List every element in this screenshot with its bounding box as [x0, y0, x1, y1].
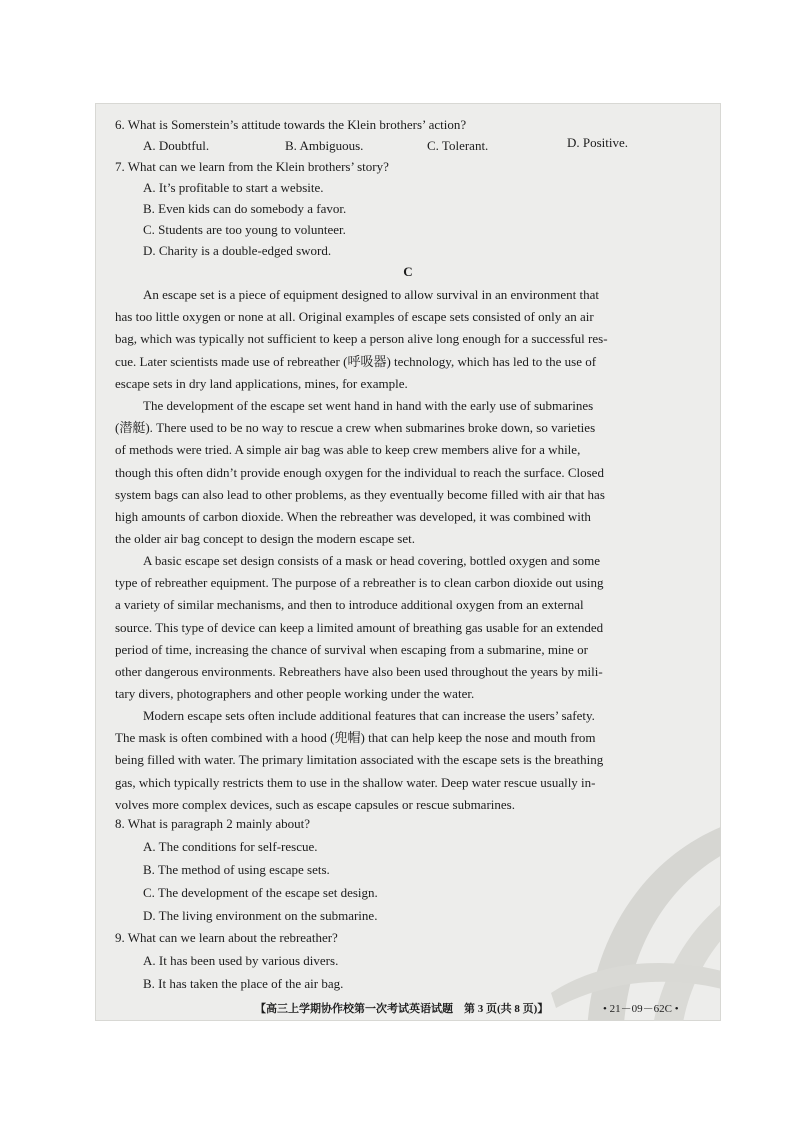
watermark-logo — [531, 803, 721, 1021]
question-7-option-b: B. Even kids can do somebody a favor. — [143, 201, 347, 216]
paragraph-line: tary divers, photographers and other people working under the water. — [115, 686, 475, 702]
passage-paragraph-3 — [115, 550, 701, 705]
section-heading: C — [403, 264, 413, 279]
paragraph-line: though this often didn’t provide enough oxygen for the individual to reach the surface. Closed — [115, 464, 604, 480]
paragraph-line: escape sets in dry land applications, mines, for example. — [115, 375, 408, 391]
question-8-stem: 8. What is paragraph 2 mainly about? — [115, 816, 311, 831]
paragraph-line: bag, which was typically not sufficient to keep a person alive long enough for a successful res- — [115, 331, 608, 347]
paragraph-line: type of rebreather equipment. The purpose of a rebreather is to clean carbon dioxide out using — [115, 575, 604, 591]
question-7-option-c: C. Students are too young to volunteer. — [143, 222, 346, 237]
question-8-option-d: D. The living environment on the submarine. — [143, 908, 378, 923]
question-7-stem: 7. What can we learn from the Klein brothers’ story? — [115, 159, 389, 174]
passage-paragraph-1 — [115, 284, 701, 395]
paragraph-line: the older air bag concept to design the modern escape set. — [115, 531, 415, 547]
paragraph-line: An escape set is a piece of equipment designed to allow survival in an environment that — [143, 287, 599, 302]
question-9-option-b: B. It has taken the place of the air bag. — [143, 976, 344, 991]
paragraph-line: being filled with water. The primary limitation associated with the escape sets is the breathing — [115, 752, 604, 768]
paragraph-line: cue. Later scientists made use of rebreather (呼吸器) technology, which has led to the use of — [115, 353, 597, 369]
paragraph-line: Modern escape sets often include additional features that can increase the users’ safety. — [143, 708, 595, 723]
paragraph-line: has too little oxygen or none at all. Original examples of escape sets consisted of only an air — [115, 309, 594, 325]
paragraph-line: system bags can also lead to other problems, as they eventually become filled with air that has — [115, 486, 605, 502]
paragraph-line: volves more complex devices, such as escape capsules or rescue submarines. — [115, 796, 515, 812]
question-6-option-b: B. Ambiguous. — [285, 138, 364, 153]
passage-paragraph-4 — [115, 705, 701, 816]
question-9-option-a: A. It has been used by various divers. — [143, 953, 339, 968]
question-8-option-c: C. The development of the escape set design. — [143, 885, 378, 900]
exam-page — [95, 103, 721, 1021]
paragraph-line: source. This type of device can keep a limited amount of breathing gas usable for an extended — [115, 619, 604, 635]
paragraph-line: period of time, increasing the chance of survival when escaping from a submarine, mine or — [115, 641, 588, 657]
paragraph-line: The mask is often combined with a hood (兜帽) that can help keep the nose and mouth from — [115, 730, 596, 746]
question-6-stem: 6. What is Somerstein’s attitude towards the Klein brothers’ action? — [115, 117, 467, 132]
paragraph-line: other dangerous environments. Rebreathers have also been used throughout the years by mili- — [115, 664, 603, 680]
question-6-option-d: D. Positive. — [567, 135, 629, 150]
question-8-option-a: A. The conditions for self-rescue. — [143, 839, 318, 854]
paragraph-line: a variety of similar mechanisms, and then to introduce additional oxygen from an external — [115, 597, 584, 613]
paragraph-line: of methods were tried. A simple air bag was able to keep crew members alive for a while, — [115, 442, 581, 458]
question-6-option-a: A. Doubtful. — [143, 138, 210, 153]
question-9-stem: 9. What can we learn about the rebreather? — [115, 930, 338, 945]
question-7-option-d: D. Charity is a double-edged sword. — [143, 243, 332, 258]
footer-code: • 21－09－62C • — [603, 1003, 679, 1015]
paragraph-line: gas, which typically restricts them to use in the shallow water. Deep water rescue usually in- — [115, 774, 596, 790]
paragraph-line: high amounts of carbon dioxide. When the rebreather was developed, it was combined with — [115, 509, 591, 525]
question-7-option-a: A. It’s profitable to start a website. — [143, 180, 324, 195]
paragraph-line: The development of the escape set went hand in hand with the early use of submarines — [143, 398, 594, 413]
passage-paragraph-2 — [115, 395, 701, 550]
question-6-option-c: C. Tolerant. — [427, 138, 489, 153]
footer-title: 【高三上学期协作校第一次考试英语试题 第 3 页(共 8 页)】 — [255, 1003, 549, 1015]
paragraph-line: A basic escape set design consists of a mask or head covering, bottled oxygen and some — [143, 553, 601, 568]
paragraph-line: (潜艇). There used to be no way to rescue a crew when submarines broke down, so varieties — [115, 420, 596, 436]
question-8-option-b: B. The method of using escape sets. — [143, 862, 330, 877]
